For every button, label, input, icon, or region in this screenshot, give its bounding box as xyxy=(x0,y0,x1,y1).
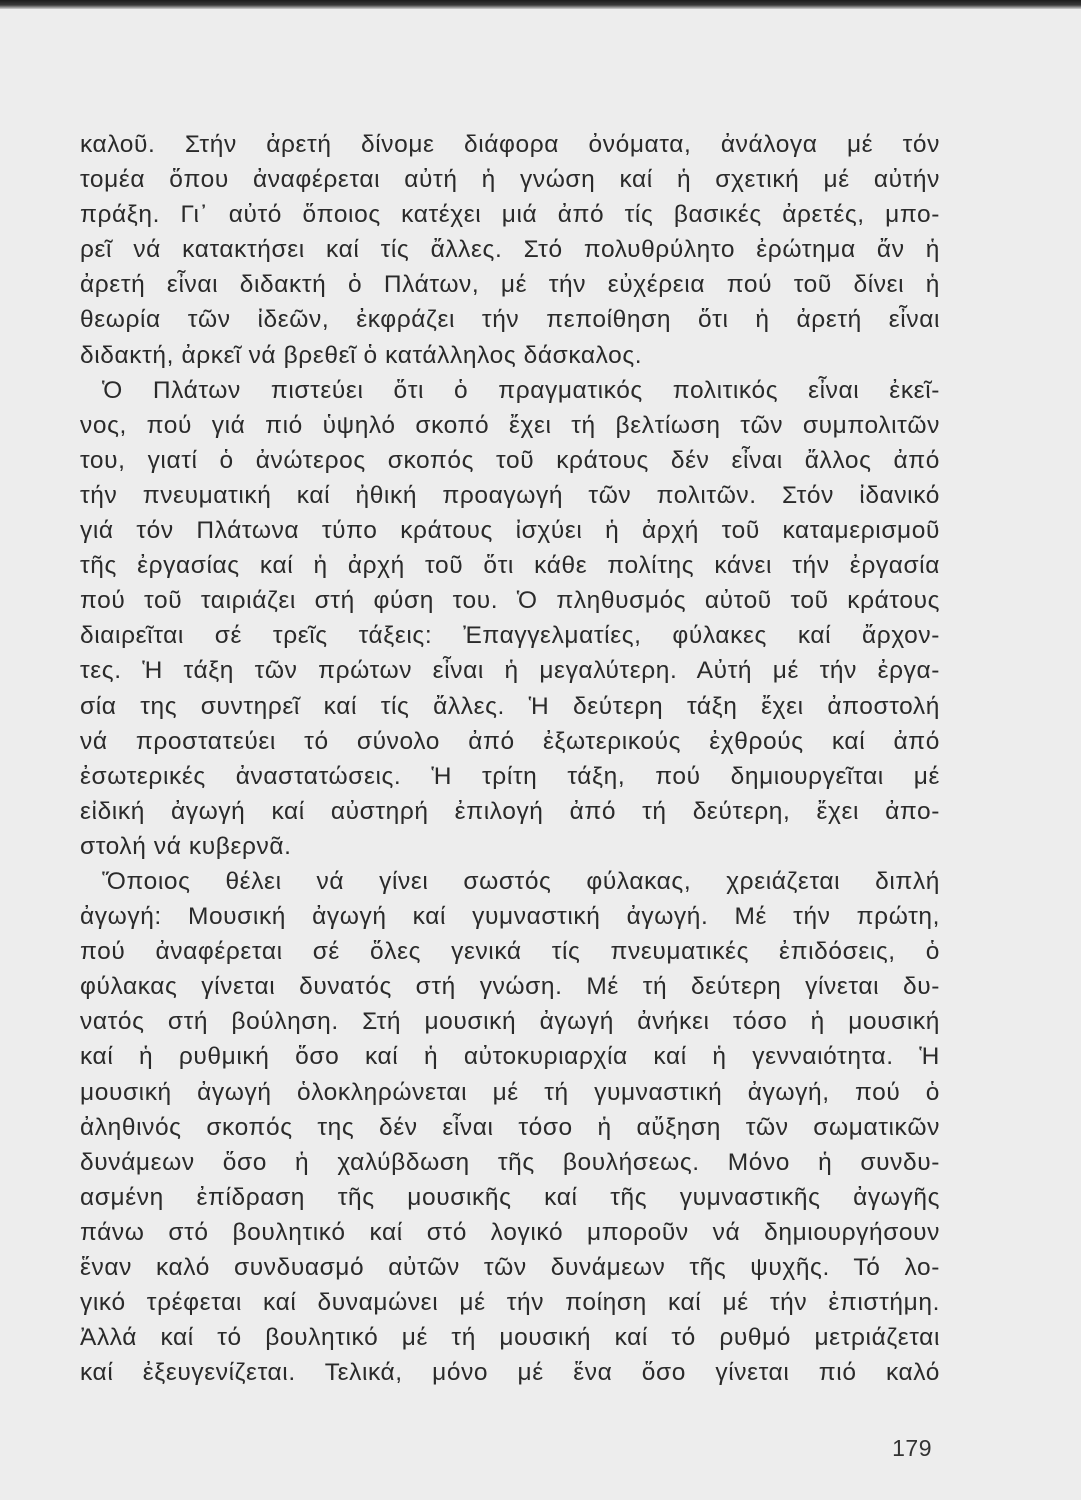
text-line: νος, πού γιά πιό ὑψηλό σκοπό ἔχει τή βελτίωση τῶν συμπολιτῶν xyxy=(80,411,940,439)
scan-top-edge xyxy=(0,0,1081,9)
text-line: πού ἀναφέρεται σέ ὅλες γενικά τίς πνευματικές ἐπιδόσεις, ὁ xyxy=(80,938,940,966)
text-line: διαιρεῖται σέ τρεῖς τάξεις: Ἐπαγγελματίες, φύλακες καί ἄρχον- xyxy=(80,622,940,650)
text-line: σία της συντηρεῖ καί τίς ἄλλες. Ἡ δεύτερη τάξη ἔχει ἀποστολή xyxy=(80,692,940,720)
text-line: νά προστατεύει τό σύνολο ἀπό ἐξωτερικούς ἐχθρούς καί ἀπό xyxy=(80,727,940,755)
text-line: καί ἡ ρυθμική ὅσο καί ἡ αὐτοκυριαρχία καί ἡ γενναιότητα. Ἡ xyxy=(80,1043,940,1071)
text-line: εἰδική ἀγωγή καί αὐστηρή ἐπιλογή ἀπό τή δεύτερη, ἔχει ἀπο- xyxy=(80,797,940,825)
text-line: ἕναν καλό συνδυασμό αὐτῶν τῶν δυνάμεων τῆς ψυχῆς. Τό λο- xyxy=(80,1254,940,1281)
text-line: πάνω στό βουλητικό καί στό λογικό μποροῦν νά δημιουργήσουν xyxy=(80,1218,940,1246)
book-page xyxy=(0,9,1081,1500)
text-line: γιά τόν Πλάτωνα τύπο κράτους ἰσχύει ἡ ἀρχή τοῦ καταμερισμοῦ xyxy=(80,517,940,545)
text-line: πράξη. Γι᾽ αὐτό ὅποιος κατέχει μιά ἀπό τίς βασικές ἀρετές, μπο- xyxy=(80,201,940,229)
text-line: τομέα ὅπου ἀναφέρεται αὐτή ἡ γνώση καί ἡ σχετική μέ αὐτήν xyxy=(80,166,940,194)
text-line: πού τοῦ ταιριάζει στή φύση του. Ὁ πληθυσμός αὐτοῦ τοῦ κράτους xyxy=(80,587,940,615)
body-text xyxy=(80,127,940,1390)
page-number: 179 xyxy=(892,1435,932,1461)
text-line: τες. Ἡ τάξη τῶν πρώτων εἶναι ἡ μεγαλύτερη. Αὐτή μέ τήν ἐργα- xyxy=(80,657,940,685)
text-line: τήν πνευματική καί ἠθική προαγωγή τῶν πολιτῶν. Στόν ἰδανικό xyxy=(80,481,940,509)
text-line: καλοῦ. Στήν ἀρετή δίνομε διάφορα ὀνόματα, ἀνάλογα μέ τόν xyxy=(80,131,940,158)
text-line: γικό τρέφεται καί δυναμώνει μέ τήν ποίηση καί μέ τήν ἐπιστήμη. xyxy=(80,1289,940,1317)
text-line: ἀγωγή: Μουσική ἀγωγή καί γυμναστική ἀγωγή. Μέ τήν πρώτη, xyxy=(80,903,940,931)
text-line: δυνάμεων ὅσο ἡ χαλύβδωση τῆς βουλήσεως. Μόνο ἡ συνδυ- xyxy=(80,1148,940,1176)
text-line: ἀρετή εἶναι διδακτή ὁ Πλάτων, μέ τήν εὐχέρεια πού τοῦ δίνει ἡ xyxy=(80,271,940,299)
text-line: ρεῖ νά κατακτήσει καί τίς ἄλλες. Στό πολυθρύλητο ἐρώτημα ἄν ἡ xyxy=(80,236,940,264)
text-line: ἐσωτερικές ἀναστατώσεις. Ἡ τρίτη τάξη, πού δημιουργεῖται μέ xyxy=(80,762,940,790)
text-line: νατός στή βούληση. Στή μουσική ἀγωγή ἀνήκει τόσο ἡ μουσική xyxy=(80,1008,940,1036)
text-line: φύλακας γίνεται δυνατός στή γνώση. Μέ τή δεύτερη γίνεται δυ- xyxy=(80,973,940,1001)
text-line: ασμένη ἐπίδραση τῆς μουσικῆς καί τῆς γυμναστικῆς ἀγωγῆς xyxy=(80,1183,940,1211)
text-line: καί ἐξευγενίζεται. Τελικά, μόνο μέ ἕνα ὅσο γίνεται πιό καλό xyxy=(80,1359,940,1387)
text-line: θεωρία τῶν ἰδεῶν, ἐκφράζει τήν πεποίθηση ὅτι ἡ ἀρετή εἶναι xyxy=(80,306,940,334)
text-line: Ἀλλά καί τό βουλητικό μέ τή μουσική καί τό ρυθμό μετριάζεται xyxy=(80,1324,940,1352)
text-line: ἀληθινός σκοπός της δέν εἶναι τόσο ἡ αὔξηση τῶν σωματικῶν xyxy=(80,1113,940,1141)
text-line: Ὁ Πλάτων πιστεύει ὅτι ὁ πραγματικός πολιτικός εἶναι ἐκεῖ- xyxy=(102,376,940,404)
text-line: του, γιατί ὁ ἀνώτερος σκοπός τοῦ κράτους δέν εἶναι ἄλλος ἀπό xyxy=(80,446,940,474)
text-line: τῆς ἐργασίας καί ἡ ἀρχή τοῦ ὅτι κάθε πολίτης κάνει τήν ἐργασία xyxy=(80,552,940,580)
text-line: μουσική ἀγωγή ὁλοκληρώνεται μέ τή γυμναστική ἀγωγή, πού ὁ xyxy=(80,1078,940,1106)
text-line: Ὅποιος θέλει νά γίνει σωστός φύλακας, χρειάζεται διπλή xyxy=(102,867,940,895)
text-line: διδακτή, ἀρκεῖ νά βρεθεῖ ὁ κατάλληλος δάσκαλος. xyxy=(80,341,643,369)
text-line: στολή νά κυβερνᾶ. xyxy=(80,832,292,860)
